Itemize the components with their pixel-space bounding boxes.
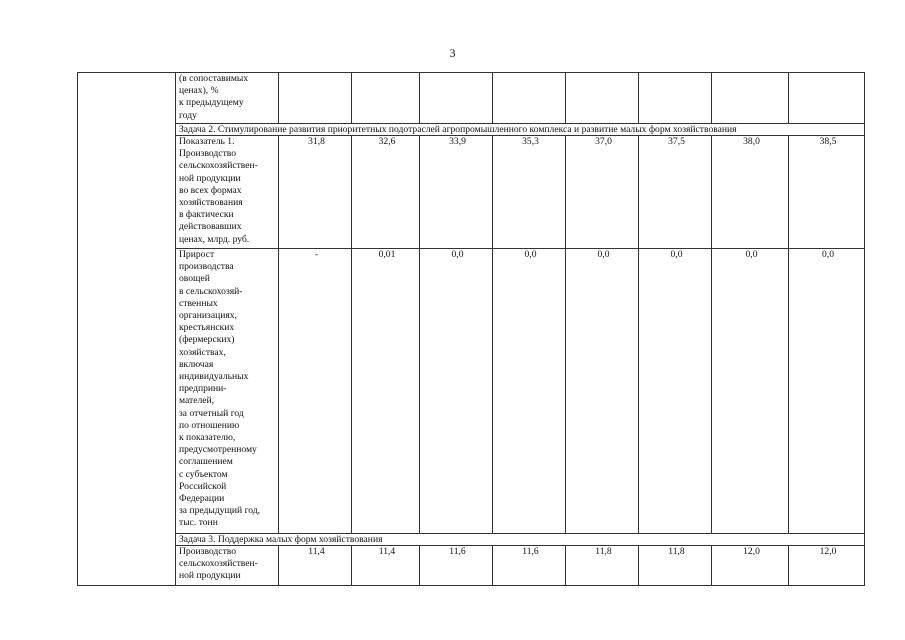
- value-cell: 33,9: [420, 136, 493, 249]
- value-cell: 11,6: [420, 546, 493, 586]
- value-cell: 0,01: [352, 249, 420, 534]
- value-cell: 0,0: [639, 249, 712, 534]
- value-cell: 32,6: [352, 136, 420, 249]
- value-cell: [279, 73, 352, 124]
- value-cell: 0,0: [566, 249, 639, 534]
- value-cell: [639, 73, 712, 124]
- value-cell: 35,3: [493, 136, 566, 249]
- value-cell: 12,0: [789, 546, 865, 586]
- value-cell: 37,0: [566, 136, 639, 249]
- value-cell: 31,8: [279, 136, 352, 249]
- value-cell: 0,0: [712, 249, 789, 534]
- value-cell: 38,5: [789, 136, 865, 249]
- value-cell: 11,4: [279, 546, 352, 586]
- task-title: Задача 3. Поддержка малых форм хозяйствования: [176, 534, 865, 546]
- indicator-label-cell: [176, 73, 279, 124]
- indicators-table: [77, 72, 865, 586]
- table-row: [78, 546, 865, 586]
- table-row: [78, 73, 865, 124]
- table-row: [78, 136, 865, 249]
- value-cell: 11,8: [566, 546, 639, 586]
- task-title: Задача 2. Стимулирование развития приоритетных подотраслей агропромышленного комплекса и развитие малых форм хозяйствования: [176, 124, 865, 136]
- indicator-label-cell: [176, 136, 279, 249]
- indicator-label: Производство сельскохозяйствен- ной продукции: [179, 546, 258, 582]
- value-cell: 0,0: [493, 249, 566, 534]
- task-row: [78, 124, 865, 136]
- value-cell: 11,4: [352, 546, 420, 586]
- task-row: [78, 534, 865, 546]
- value-cell: -: [279, 249, 352, 534]
- value-cell: [420, 73, 493, 124]
- indicator-label: (в сопоставимых ценах), % к предыдущему году: [179, 73, 249, 121]
- indicator-label: Показатель 1. Производство сельскохозяйствен- ной продукции во всех формах хозяйствования в фактически действовавших ценах, млрд. руб.: [179, 136, 258, 245]
- value-cell: [493, 73, 566, 124]
- value-cell: 11,6: [493, 546, 566, 586]
- indicator-label: Прирост производства овощей в сельскохозяй- ственных организациях, крестьянских (фермерских) хозяйствах, включая индивидуальных предприни- мателей, за отчетный год по отношению к показателю, предусмотренному соглашением с субъектом Российской Федерации за предыдущий год, тыс. тонн: [179, 249, 261, 529]
- value-cell: 12,0: [712, 546, 789, 586]
- page-number: 3: [449, 46, 456, 60]
- value-cell: [566, 73, 639, 124]
- value-cell: [352, 73, 420, 124]
- value-cell: 0,0: [789, 249, 865, 534]
- value-cell: 37,5: [639, 136, 712, 249]
- first-column-cell: [78, 73, 176, 586]
- value-cell: 38,0: [712, 136, 789, 249]
- value-cell: 0,0: [420, 249, 493, 534]
- table-row: [78, 249, 865, 534]
- value-cell: [789, 73, 865, 124]
- value-cell: [712, 73, 789, 124]
- indicator-label-cell: [176, 546, 279, 586]
- value-cell: 11,8: [639, 546, 712, 586]
- indicator-label-cell: [176, 249, 279, 534]
